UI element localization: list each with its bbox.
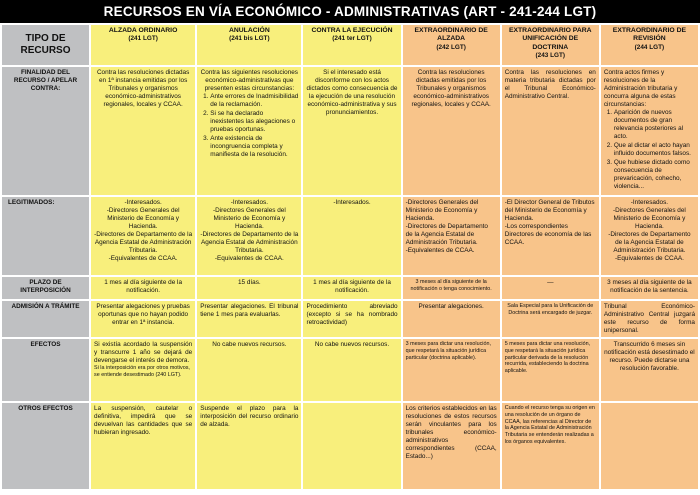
list-item: -El Director General de Tributos del Ministerio de Economía y Hacienda. [504,199,595,222]
header-sub: (242 LGT) [436,43,466,51]
header-title: ALZADA ORDINARIO [108,27,178,34]
cell [601,403,698,489]
cell: Presentar alegaciones. El tribunal tiene 1 mes para evaluarlas. [197,301,301,337]
row-otros [2,403,698,489]
list-item: -Directores de Departamento de la Agencia Estatal de Administración Tributaria. [200,231,299,254]
header-extra-alzada [403,25,500,65]
cell [601,197,698,275]
header-sub: (241 LGT) [128,35,158,43]
list-item: -Interesados. [124,199,162,206]
list-item: -Equivalentes de CCAA. [108,255,178,262]
cell: Contra las resoluciones en materia tributaria dictadas por el Tribunal Económico-Administrativo Central. [502,67,599,195]
row-label: PLAZO DE INTERPOSICIÓN [2,277,89,299]
cell [91,339,195,401]
cell: Cuando el recurso tenga su origen en una resolución de un órgano de CCAA, las referencias al Director de la Agencia Estatal de Administración Tributaria se entenderán realizadas a los órganos equivalentes. [502,403,599,489]
cell: 1 mes al día siguiente de la notificación. [303,277,400,299]
page-title: RECURSOS EN VÍA ECONÓMICO - ADMINISTRATIVAS (ART - 241-244 LGT) [0,0,700,23]
cell: Sala Especial para la Unificación de Doctrina será encargado de juzgar. [502,301,599,337]
cell: Presentar alegaciones y pruebas oportunas que no hayan podido entrar en 1ª instancia. [91,301,195,337]
header-title: ANULACIÓN [228,27,270,34]
list-item: -Equivalentes de CCAA. [214,255,284,262]
list-item: -Equivalentes de CCAA. [614,255,684,262]
header-title: EXTRAORDINARIO DE REVISIÓN [612,27,687,43]
row-efectos [2,339,698,401]
cell: No cabe nuevos recursos. [303,339,400,401]
list-item: 2. Que al dictar el acto hayan influido documentos falsos. [614,142,695,158]
header-sub: (241 ter LGT) [332,35,372,43]
list-item: -Los correspondientes Directores de economía de las CCAA. [504,223,592,246]
cell [91,197,195,275]
row-label: FINALIDAD DEL RECURSO / APELAR CONTRA: [2,67,89,195]
list-item: -Interesados. [333,199,371,206]
cell: No cabe nuevos recursos. [197,339,301,401]
header-sub: (241 bis LGT) [229,35,270,43]
cell: 1 mes al día siguiente de la notificación. [91,277,195,299]
list-item: 3. Ante existencia de incongruencia completa y manifiesta de la resolución. [210,135,298,159]
cell [303,197,400,275]
cell: La suspensión, cautelar o definitiva, impedirá que se devuelvan las cantidades que se hubieran ingresado. [91,403,195,489]
header-title: EXTRAORDINARIO DE ALZADA [414,27,488,43]
cell: 3 meses al día siguiente de la notificación o tenga conocimiento. [403,277,500,299]
header-tipo: TIPO DE RECURSO [2,25,89,65]
header-title: EXTRAORDINARIO PARA UNIFICACIÓN DE DOCTRINA [508,27,592,51]
row-label: ADMISIÓN A TRÁMITE [2,301,89,337]
header-contra-ejecucion [303,25,400,65]
list-item: -Equivalentes de CCAA. [405,247,475,254]
cell: Presentar alegaciones. [403,301,500,337]
cell [303,403,400,489]
row-label: EFECTOS [2,339,89,401]
cell: Suspende el plazo para la interposición del recurso ordinario de alzada. [197,403,301,489]
cell: 15 días. [197,277,301,299]
list-item: -Directores de Departamento de la Agencia Estatal de Administración Tributaria. [94,231,193,254]
row-finalidad [2,67,698,195]
resources-table [0,23,700,491]
header-extra-revision [601,25,698,65]
cell [601,67,698,195]
cell [197,197,301,275]
list-item: -Interesados. [630,199,669,206]
cell: Los criterios establecidos en las resoluciones de estos recursos serán vinculantes para los tribunales económico-administrativos correspondientes (CCAA, Estado...) [403,403,500,489]
cell: Contra las resoluciones dictadas emitidas por los Tribunales y organismos económico-administrativos regionales, locales y CCAA. [403,67,500,195]
row-label: OTROS EFECTOS [2,403,89,489]
list-item: -Directores Generales del Ministerio de Economía y Hacienda. [613,207,686,230]
cell: — [502,277,599,299]
cell [502,197,599,275]
row-label: LEGITIMADOS: [2,197,89,275]
row-admision [2,301,698,337]
list-item: 1. Aparición de nuevos documentos de gran relevancia posteriores al acto. [614,109,695,141]
cell-intro: Contra las siguientes resoluciones económico-administrativas que presenten estas circunstancias: [200,69,299,92]
list-item: 2. Si se ha declarado inexistentes las alegaciones o pruebas oportunas. [210,110,298,134]
cell: 3 meses al día siguiente de la notificación de la sentencia. [601,277,698,299]
cell: Contra las resoluciones dictadas en 1ª instancia emitidas por los Tribunales y organismos económico-administrativos regionales, locales y CCAA. [91,67,195,195]
list-item: -Directores de Departamento de la Agencia Estatal de Administración Tributaria. [405,223,488,246]
cell-intro: Contra actos firmes y resoluciones de la Administración tributaria y concurra alguna de estas circunstancias: [603,69,678,108]
list-item: -Directores Generales del Ministerio de Economía y Hacienda. [106,207,180,230]
row-plazo [2,277,698,299]
header-sub: (243 LGT) [535,52,565,60]
cell: Procedimiento abreviado (excepto si se ha nombrado retroactividad) [303,301,400,337]
header-sub: (244 LGT) [634,43,665,51]
header-alzada-ordinario [91,25,195,65]
cell [197,67,301,195]
list-item: -Directores de Departamento de la Agencia Estatal de Administración Tributaria. [608,231,691,254]
list-item: 3. Que hubiese dictado como consecuencia de prevaricación, cohecho, violencia... [614,159,695,191]
cell [403,197,500,275]
header-anulacion [197,25,301,65]
list-item: -Interesados. [230,199,268,206]
cell: Transcurrido 6 meses sin notificación está desestimado el recurso. Puede dictarse una resolución favorable. [601,339,698,401]
list-item: 1. Ante errores de Inadmisibilidad de la reclamación. [210,93,298,109]
list-item: -Directores Generales del Ministerio de Economía y Hacienda. [405,199,479,222]
cell-text: Si existía acordado la suspensión y transcurre 1 año se dejará de devengarse el interés de demora. [94,341,193,364]
cell: Tribunal Económico-Administrativo Central juzgará este recurso de forma unipersonal. [601,301,698,337]
cell-list [200,93,298,159]
header-row [2,25,698,65]
cell-note: Si la interposición era por otros motivos, se entiende desestimado (240 LGT). [94,365,190,378]
list-item: -Directores Generales del Ministerio de Economía y Hacienda. [212,207,286,230]
header-title: CONTRA LA EJECUCIÓN [311,27,393,34]
cell: Si el interesado está disconforme con los actos dictados como consecuencia de la ejecución de una resolución económico-administrativa y sus pronunciamientos. [303,67,400,195]
header-extra-unificacion [502,25,599,65]
cell: 5 meses para dictar una resolución, que respetará la situación jurídica particular derivada de la resolución recurrida, estableciendo la doctrina aplicable. [502,339,599,401]
row-legitimados [2,197,698,275]
cell-list [604,109,695,191]
cell: 3 meses para dictar una resolución, que respetará la situación jurídica particular (doctrina aplicable). [403,339,500,401]
